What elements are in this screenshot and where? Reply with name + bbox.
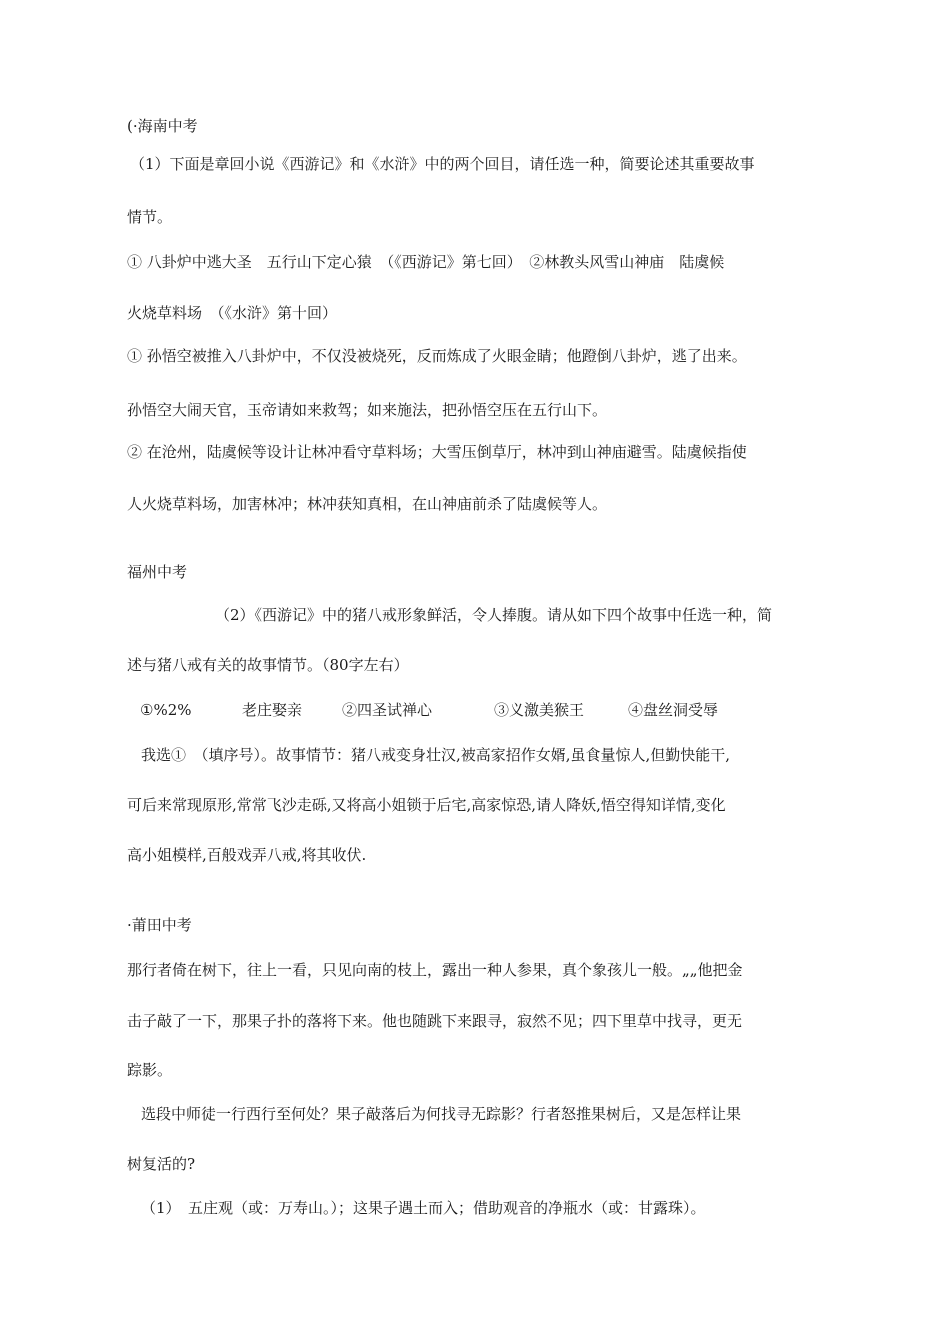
answer-line: 可后来常现原形,常常飞沙走砾,又将高小姐锁于后宅,高家惊恐,请人降妖,悟空得知详情,变化 <box>127 796 726 814</box>
question-line: ① 八卦炉中逃大圣 五行山下定心猿 （《西游记》第七回） ②林教头风雪山神庙 陆虞候 <box>127 253 725 271</box>
question-line: 树复活的? <box>127 1155 196 1173</box>
option-4: ④盘丝洞受辱 <box>628 701 719 719</box>
passage-line: 踪影。 <box>127 1061 173 1079</box>
option-2: ②四圣试禅心 <box>342 701 433 719</box>
question-line: 情节。 <box>127 208 173 226</box>
answer-line: 我选① （填序号）。故事情节：猪八戒变身壮汉,被高家招作女婿,虽食量惊人,但勤快能干, <box>141 746 731 764</box>
question-line: 述与猪八戒有关的故事情节。（80字左右） <box>127 656 409 674</box>
source-label-fuzhou: 福州中考 <box>127 563 188 581</box>
option-1: ①%2% <box>140 701 192 719</box>
answer-line: 人火烧草料场，加害林冲；林冲获知真相，在山神庙前杀了陆虞候等人。 <box>127 495 608 513</box>
option-1-title: 老庄娶亲 <box>242 701 303 719</box>
answer-line: （1） 五庄观（或：万寿山。）；这果子遇土而入；借助观音的净瓶水（或：甘露珠）。 <box>141 1199 706 1217</box>
passage-line: 击子敲了一下，那果子扑的落将下来。他也随跳下来跟寻，寂然不见；四下里草中找寻，更无 <box>127 1012 743 1030</box>
answer-line: 孙悟空大闹天官，玉帝请如来救驾；如来施法，把孙悟空压在五行山下。 <box>127 401 608 419</box>
source-label-hainan: (·海南中考 <box>127 117 198 135</box>
option-3: ③义激美猴王 <box>494 701 585 719</box>
source-label-putian: ·莆田中考 <box>127 916 192 934</box>
question-line: （1）下面是章回小说《西游记》和《水浒》中的两个回目，请任选一种，简要论述其重要故事 <box>130 155 755 173</box>
answer-line: ① 孙悟空被推入八卦炉中，不仅没被烧死，反而炼成了火眼金睛；他蹬倒八卦炉，逃了出来。 <box>127 347 747 365</box>
question-line: 火烧草料场 （《水浒》第十回） <box>127 304 338 322</box>
passage-line: 那行者倚在树下，往上一看，只见向南的枝上，露出一种人参果，真个象孩儿一般。„„他把金 <box>127 961 743 979</box>
answer-line: 高小姐模样,百般戏弄八戒,将其收伏. <box>127 846 367 864</box>
question-line: 选段中师徒一行西行至何处？果子敲落后为何找寻无踪影？行者怒推果树后，又是怎样让果 <box>141 1105 742 1123</box>
answer-line: ② 在沧州，陆虞候等设计让林冲看守草料场；大雪压倒草厅，林冲到山神庙避雪。陆虞候指使 <box>127 443 747 461</box>
question-line: （2）《西游记》中的猪八戒形象鲜活，令人捧腹。请从如下四个故事中任选一种，简 <box>215 606 773 624</box>
